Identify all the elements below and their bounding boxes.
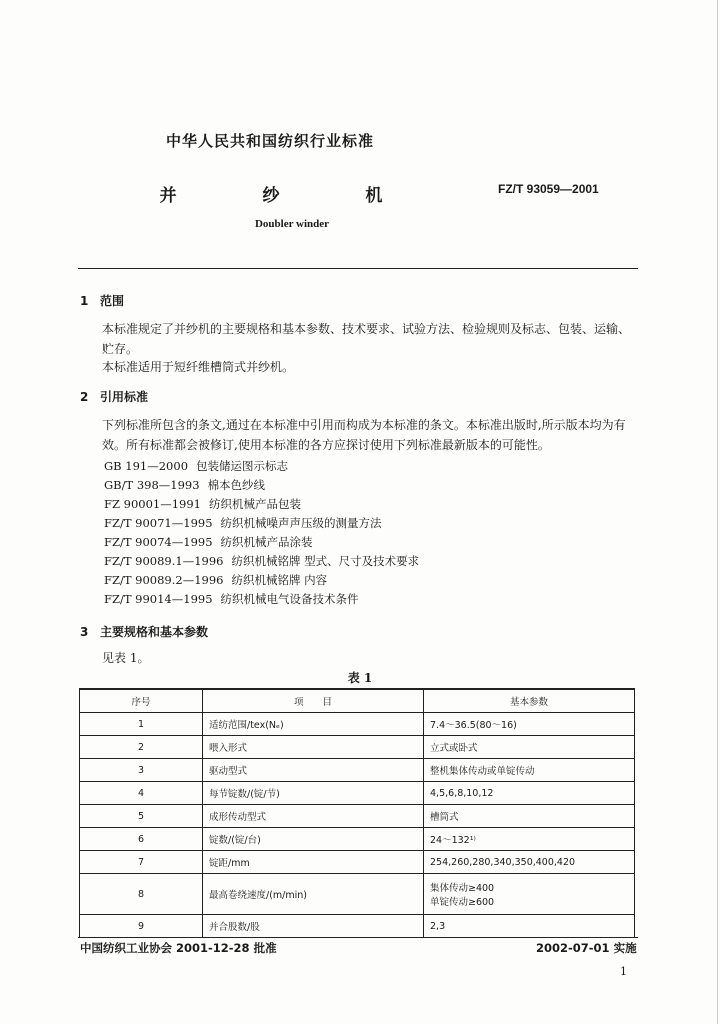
column-header-no: 序号 — [80, 689, 203, 713]
header-divider — [78, 268, 638, 269]
paragraph-text: 本标准适用于短纤维槽筒式并纱机。 — [102, 360, 295, 374]
scan-edge — [717, 0, 718, 1024]
reference-name: 纺织机械产品涂装 — [220, 535, 313, 549]
reference-item — [104, 572, 327, 588]
row-number: 5 — [80, 805, 203, 828]
section-number: 3 — [80, 625, 89, 639]
row-number: 9 — [80, 915, 203, 938]
reference-code: FZ/T 90089.2—1996 — [104, 573, 224, 587]
table-row — [80, 915, 635, 938]
row-value: 2,3 — [424, 915, 635, 938]
specification-table — [79, 688, 635, 938]
reference-code: FZ/T 90089.1—1996 — [104, 554, 224, 568]
reference-name: 纺织机械噪声声压级的测量方法 — [220, 516, 382, 530]
reference-code: GB 191—2000 — [104, 459, 189, 473]
table-row — [80, 713, 635, 736]
row-value — [424, 874, 635, 915]
row-value: 整机集体传动或单锭传动 — [424, 759, 635, 782]
row-value: 254,260,280,340,350,400,420 — [424, 851, 635, 874]
table-row — [80, 782, 635, 805]
column-header-item: 项 目 — [203, 689, 424, 713]
row-item: 喂入形式 — [203, 736, 424, 759]
reference-item — [104, 553, 419, 569]
section-heading-references — [80, 388, 148, 405]
paragraph-text: 见表 1。 — [102, 651, 150, 665]
reference-item — [104, 458, 288, 474]
row-value: 立式或卧式 — [424, 736, 635, 759]
section-number: 1 — [80, 294, 89, 308]
reference-name: 包装储运图示标志 — [196, 459, 289, 473]
row-item: 锭数/(锭/台) — [203, 828, 424, 851]
specs-see-table — [80, 648, 640, 668]
column-header-value: 基本参数 — [424, 689, 635, 713]
footer-divider — [78, 937, 638, 938]
reference-item — [104, 534, 313, 550]
table-row — [80, 851, 635, 874]
section-title: 主要规格和基本参数 — [100, 625, 209, 639]
reference-code: FZ/T 99014—1995 — [104, 592, 213, 606]
row-number: 1 — [80, 713, 203, 736]
reference-item — [104, 496, 301, 512]
document-title: 并 纱 机 — [159, 186, 423, 206]
reference-name: 纺织机械铭牌 内容 — [231, 573, 328, 587]
row-item: 成形传动型式 — [203, 805, 424, 828]
page-number: 1 — [620, 965, 627, 978]
standard-number: FZ/T 93059—2001 — [498, 182, 599, 196]
references-intro — [80, 415, 640, 455]
row-item: 最高卷绕速度/(m/min) — [203, 874, 424, 915]
row-value: 24～132¹⁾ — [424, 828, 635, 851]
section-heading-specs — [80, 623, 208, 640]
scope-paragraph-2 — [80, 357, 640, 377]
table-header-row — [80, 689, 635, 713]
row-value: 7.4～36.5(80～16) — [424, 713, 635, 736]
reference-code: FZ 90001—1991 — [104, 497, 201, 511]
row-number: 3 — [80, 759, 203, 782]
table-row — [80, 805, 635, 828]
table-row — [80, 828, 635, 851]
scope-paragraph-1 — [80, 319, 640, 359]
row-value-line: 单锭传动≥600 — [430, 897, 495, 908]
reference-code: FZ/T 90071—1995 — [104, 516, 213, 530]
reference-name: 棉本色纱线 — [207, 478, 266, 492]
row-value: 4,5,6,8,10,12 — [424, 782, 635, 805]
row-number: 8 — [80, 874, 203, 915]
table-row — [80, 736, 635, 759]
reference-item — [104, 515, 382, 531]
section-title: 引用标准 — [100, 390, 149, 404]
row-value: 槽筒式 — [424, 805, 635, 828]
section-title: 范围 — [100, 294, 125, 308]
reference-name: 纺织机械电气设备技术条件 — [220, 592, 359, 606]
row-item: 适纺范围/tex(Nₑ) — [203, 713, 424, 736]
table-row — [80, 874, 635, 915]
reference-item — [104, 591, 359, 607]
row-item: 驱动型式 — [203, 759, 424, 782]
row-number: 6 — [80, 828, 203, 851]
reference-name: 纺织机械铭牌 型式、尺寸及技术要求 — [231, 554, 420, 568]
section-heading-scope — [80, 292, 124, 309]
issuing-organization: 中华人民共和国纺织行业标准 — [165, 132, 374, 150]
paragraph-text: 本标准规定了并纱机的主要规格和基本参数、技术要求、试验方法、检验规则及标志、包装、运输、贮存。 — [102, 322, 631, 356]
reference-code: GB/T 398—1993 — [104, 478, 200, 492]
row-item: 锭距/mm — [203, 851, 424, 874]
approval-date: 中国纺织工业协会 2001-12-28 批准 — [80, 941, 277, 955]
table-row — [80, 759, 635, 782]
paragraph-text: 下列标准所包含的条文,通过在本标准中引用而构成为本标准的条文。本标准出版时,所示版本均为有效。所有标准都会被修订,使用本标准的各方应探讨使用下列标准最新版本的可能性。 — [102, 418, 626, 452]
reference-name: 纺织机械产品包装 — [208, 497, 301, 511]
section-number: 2 — [80, 390, 89, 404]
implementation-date: 2002-07-01 实施 — [536, 941, 637, 955]
row-number: 7 — [80, 851, 203, 874]
table-caption: 表 1 — [347, 671, 373, 685]
row-item: 每节锭数/(锭/节) — [203, 782, 424, 805]
row-number: 2 — [80, 736, 203, 759]
english-title: Doubler winder — [254, 218, 330, 230]
reference-code: FZ/T 90074—1995 — [104, 535, 213, 549]
row-number: 4 — [80, 782, 203, 805]
reference-item — [104, 477, 265, 493]
row-item: 并合股数/股 — [203, 915, 424, 938]
row-value-line: 集体传动≥400 — [430, 883, 495, 894]
